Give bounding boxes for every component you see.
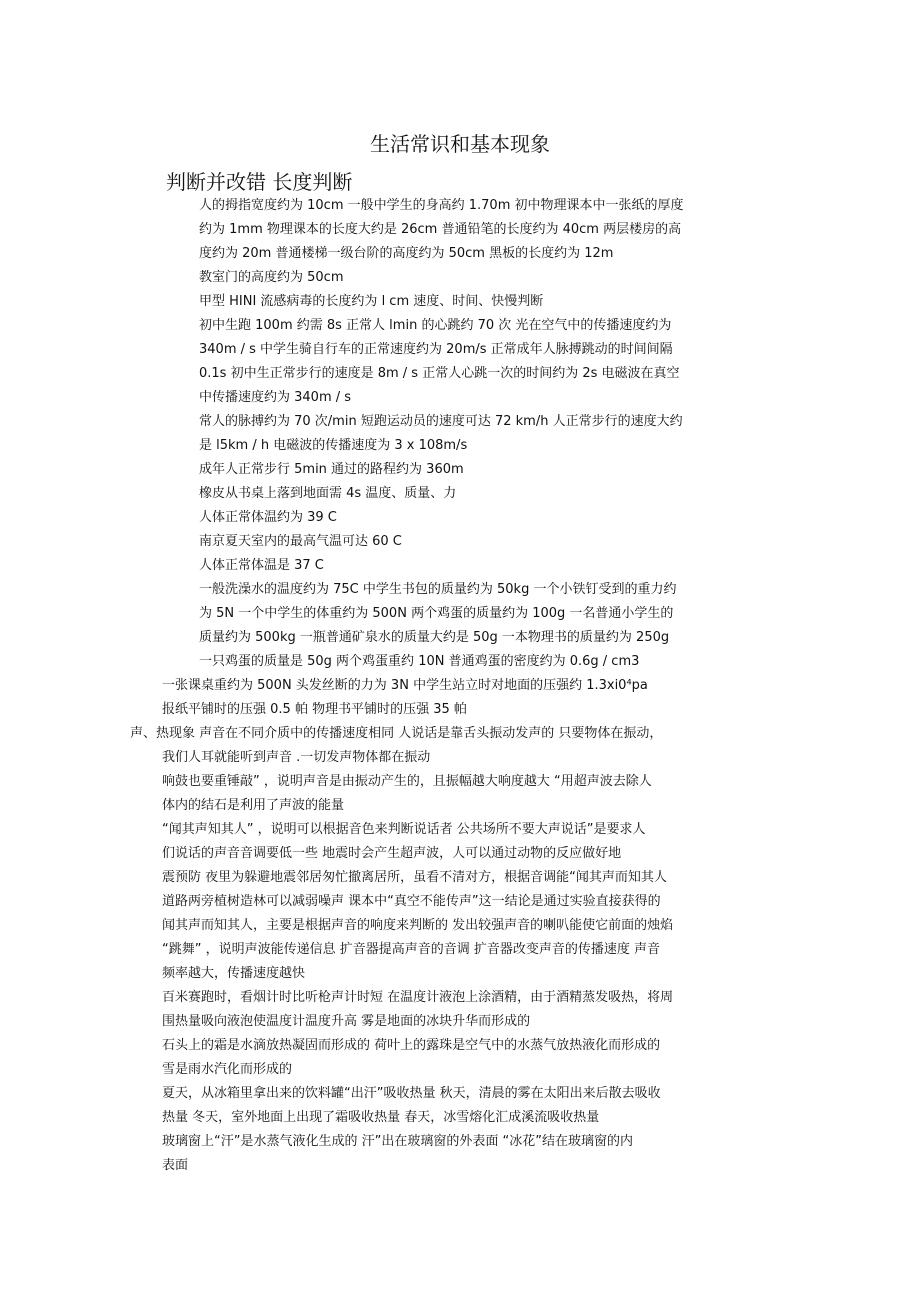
text-line: 报纸平铺时的压强 0.5 帕 物理书平铺时的压强 35 帕 (162, 702, 467, 717)
text-line: 约为 1mm 物理课本的长度大约是 26cm 普通铅笔的长度约为 40cm 两层楼房的高 (199, 222, 682, 237)
text-line: 表面 (162, 1158, 189, 1173)
text-line: 甲型 HINI 流感病毒的长度约为 l cm 速度、时间、快慢判断 (199, 294, 544, 309)
text-line: 南京夏天室内的最高气温可达 60 C (199, 534, 402, 549)
text-line: 一只鸡蛋的质量是 50g 两个鸡蛋重约 10N 普通鸡蛋的密度约为 0.6g / cm3 (199, 654, 640, 669)
text-line: 玻璃窗上“汗”是水蒸气液化生成的 汗”出在玻璃窗的外表面 “冰花”结在玻璃窗的内 (162, 1134, 633, 1149)
text-line: 我们人耳就能听到声音 .一切发声物体都在振动 (162, 750, 431, 765)
text-line: 闻其声而知其人，主要是根据声音的响度来判断的 发出较强声音的喇叭能使它前面的烛焰 (162, 918, 674, 933)
text-line: 百米赛跑时，看烟计时比听枪声计时短 在温度计液泡上涂酒精，由于酒精蒸发吸热，将周 (162, 990, 674, 1005)
text-line: 人体正常体温是 37 C (199, 558, 324, 573)
text-line: 雪是雨水汽化而形成的 (162, 1062, 293, 1077)
text-line: 中传播速度约为 340m / s (199, 390, 352, 405)
text-line: 体内的结石是利用了声波的能量 (162, 798, 345, 813)
text-line: 0.1s 初中生正常步行的速度是 8m / s 正常人心跳一次的时间约为 2s 电磁波在真空 (199, 366, 680, 381)
text-line: 教室门的高度约为 50cm (199, 270, 344, 285)
text-line: 一般洗澡水的温度约为 75C 中学生书包的质量约为 50kg 一个小铁钉受到的重力约 (199, 582, 677, 597)
text-line: 为 5N 一个中学生的体重约为 500N 两个鸡蛋的质量约为 100g 一名普通小学生的 (199, 606, 674, 621)
text-line: 响鼓也要重锤敲” ，说明声音是由振动产生的，且振幅越大响度越大 “用超声波去除人 (162, 774, 652, 789)
section-heading: 判断并改错 长度判断 (166, 170, 353, 194)
text-line: 常人的脉搏约为 70 次/min 短跑运动员的速度可达 72 km/h 人正常步行的速度大约 (199, 414, 683, 429)
text-line: “闻其声知其人” ，说明可以根据音色来判断说话者 公共场所不要大声说话”是要求人 (162, 822, 646, 837)
text-line: 人的拇指宽度约为 10cm 一般中学生的身高约 1.70m 初中物理课本中一张纸的厚度 (199, 198, 684, 213)
text-line: 频率越大，传播速度越快 (162, 966, 306, 981)
text-line: 一张课桌重约为 500N 头发丝断的力为 3N 中学生站立时对地面的压强约 1.3xi0⁴pa (162, 678, 648, 693)
text-line: “跳舞” ，说明声波能传递信息 扩音器提高声音的音调 扩音器改变声音的传播速度 声音 (162, 942, 660, 957)
text-line: 初中生跑 100m 约需 8s 正常人 lmin 的心跳约 70 次 光在空气中的传播速度约为 (199, 318, 672, 333)
text-line: 成年人正常步行 5min 通过的路程约为 360m (199, 462, 464, 477)
text-line: 声、热现象 声音在不同介质中的传播速度相同 人说话是靠舌头振动发声的 只要物体在振动， (130, 726, 663, 741)
text-line: 质量约为 500kg 一瓶普通矿泉水的质量大约是 50g 一本物理书的质量约为 250g (199, 630, 670, 645)
text-line: 度约为 20m 普通楼梯一级台阶的高度约为 50cm 黑板的长度约为 12m (199, 246, 614, 261)
text-line: 热量 冬天，室外地面上出现了霜吸收热量 春天，冰雪熔化汇成溪流吸收热量 (162, 1110, 600, 1125)
text-line: 石头上的霜是水滴放热凝固而形成的 荷叶上的露珠是空气中的水蒸气放热液化而形成的 (162, 1038, 661, 1053)
text-line: 340m / s 中学生骑自行车的正常速度约为 20m/s 正常成年人脉搏跳动的时间间隔 (199, 342, 673, 357)
text-line: 围热量吸向液泡使温度计温度升高 雾是地面的冰块升华而形成的 (162, 1014, 531, 1029)
text-line: 是 l5km / h 电磁波的传播速度为 3 x 108m/s (199, 438, 468, 453)
text-line: 震预防 夜里为躲避地震邻居匆忙撤离居所，虽看不清对方，根据音调能“闻其声而知其人 (162, 870, 667, 885)
text-line: 人体正常体温约为 39 C (199, 510, 337, 525)
text-line: 道路两旁植树造林可以减弱噪声 课本中“真空不能传声”这一结论是通过实验直接获得的 (162, 894, 661, 909)
text-line: 橡皮从书桌上落到地面需 4s 温度、质量、力 (199, 486, 457, 501)
page-title: 生活常识和基本现象 (370, 132, 550, 156)
text-line: 夏天，从冰箱里拿出来的饮料罐“出汗”吸收热量 秋天，清晨的雾在太阳出来后散去吸收 (162, 1086, 661, 1101)
text-line: 们说话的声音音调要低一些 地震时会产生超声波，人可以通过动物的反应做好地 (162, 846, 622, 861)
